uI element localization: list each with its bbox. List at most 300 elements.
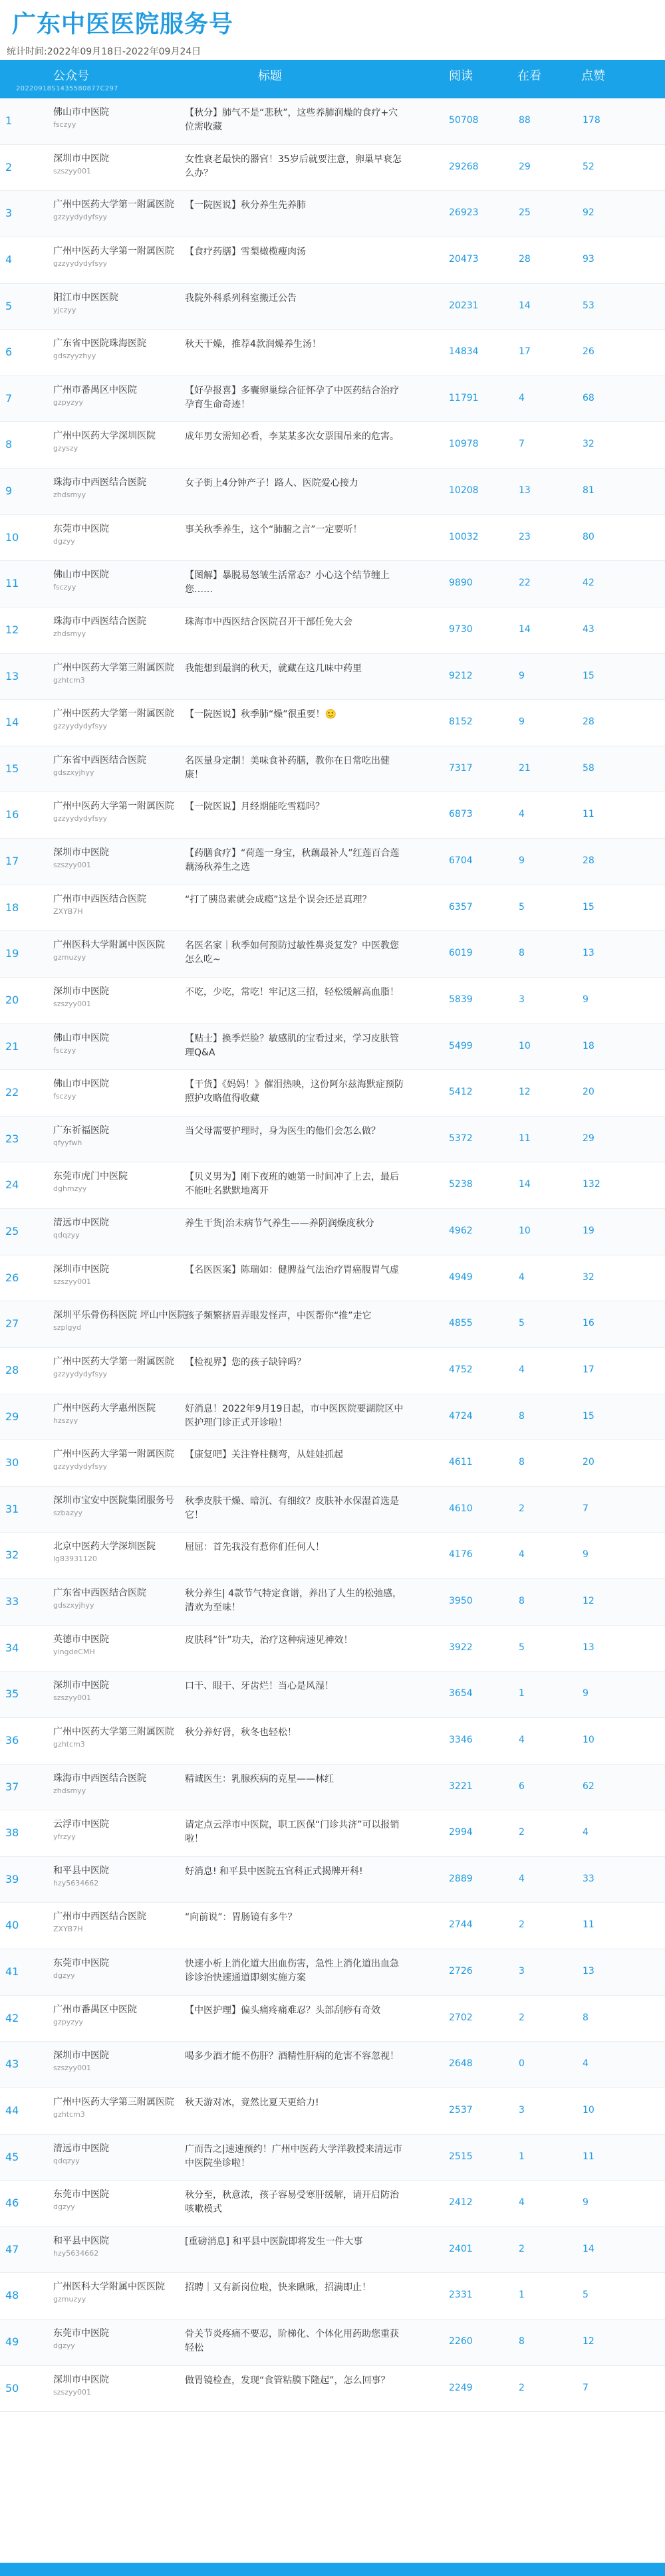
row-account[interactable] bbox=[53, 1125, 193, 1147]
account-id: lg83931120 bbox=[53, 1555, 98, 1564]
like-count: 16 bbox=[583, 1318, 595, 1329]
row-account[interactable] bbox=[53, 523, 193, 546]
like-count: 4 bbox=[583, 1827, 589, 1838]
like-count: 68 bbox=[583, 392, 595, 403]
article-title-link[interactable]: 快速小析上消化道大出血伤害，急性上消化道出血急诊诊治快速通道即刻实施方案 bbox=[185, 1959, 399, 1983]
account-name: 和平县中医院 bbox=[53, 1865, 109, 1876]
article-title-link[interactable]: 【名医医案】陈瑞如：健脾益气法治疗胃癌腹胃气虚 bbox=[185, 1264, 399, 1275]
article-title-link[interactable]: 我能想到最润的秋天，就藏在这几味中药里 bbox=[185, 663, 362, 674]
article-title-link[interactable]: “打了胰岛素就会成瘾”这是个误会还是真理？ bbox=[185, 894, 372, 905]
row-account[interactable] bbox=[53, 754, 193, 777]
zaikan-count: 6 bbox=[519, 1780, 525, 1792]
account-name: 广州中医药大学第一附属医院 bbox=[53, 199, 174, 211]
article-title-link[interactable]: 好消息! 和平县中医院五官科正式揭牌开科! bbox=[185, 1866, 363, 1877]
read-count: 2726 bbox=[449, 1966, 473, 1977]
zaikan-count: 2 bbox=[519, 1919, 525, 1931]
row-rank: 15 bbox=[5, 762, 19, 775]
article-title-link[interactable]: 我院外科系列科室搬迁公告 bbox=[185, 292, 297, 304]
article-title-link[interactable]: “向前说”：胃肠镜有多牛？ bbox=[185, 1912, 297, 1923]
table-row[interactable] bbox=[0, 792, 665, 839]
account-name: 深圳市中医院 bbox=[53, 153, 109, 164]
account-name: 广州市中西医结合医院 bbox=[53, 1911, 146, 1923]
like-count: 52 bbox=[583, 161, 595, 172]
row-rank: 43 bbox=[5, 2058, 19, 2071]
article-title-link[interactable]: 【干货】《妈妈！》催泪热映，这份阿尔兹海默症预防照护攻略值得收藏 bbox=[185, 1079, 404, 1105]
col-title[interactable]: 标题 bbox=[258, 69, 282, 83]
read-count: 50708 bbox=[449, 115, 479, 126]
table-row[interactable] bbox=[0, 1255, 665, 1302]
article-title-link[interactable]: 秋天游对冰，竟然比夏天更给力! bbox=[185, 2097, 319, 2108]
account-name: 深圳市中医院 bbox=[53, 2374, 109, 2385]
row-account[interactable] bbox=[53, 2327, 193, 2350]
table-row[interactable] bbox=[0, 1533, 665, 1579]
article-title-link[interactable]: 请定点云浮市中医院，职工医保“门诊共济”可以报销啦！ bbox=[185, 1820, 400, 1845]
article-title-link[interactable]: 名医量身定制！美味食补药膳，教你在日常吃出健康！ bbox=[185, 755, 390, 780]
zaikan-count: 8 bbox=[519, 1410, 525, 1422]
read-count: 2515 bbox=[449, 2151, 473, 2162]
row-account[interactable] bbox=[53, 338, 193, 360]
table-row[interactable] bbox=[0, 284, 665, 330]
zaikan-count: 8 bbox=[519, 1457, 525, 1468]
row-account[interactable] bbox=[53, 2096, 193, 2119]
col-read[interactable]: 阅读 bbox=[449, 69, 473, 83]
account-id: ZXYB7H bbox=[53, 1925, 83, 1934]
row-account[interactable] bbox=[53, 292, 193, 314]
read-count: 5839 bbox=[449, 994, 473, 1005]
row-account[interactable] bbox=[53, 106, 193, 129]
account-name: 广东省中西医结合医院 bbox=[53, 1588, 146, 1598]
row-account[interactable] bbox=[53, 384, 193, 407]
row-account[interactable] bbox=[53, 2143, 193, 2165]
row-account[interactable] bbox=[53, 1356, 193, 1378]
row-account[interactable] bbox=[53, 477, 193, 499]
table-row[interactable] bbox=[0, 1857, 665, 1903]
table-row[interactable] bbox=[0, 237, 665, 284]
article-title-link[interactable]: 【一院医说】秋季肺“燥”很重要！🙂 bbox=[185, 709, 336, 720]
account-id: yjczyy bbox=[53, 305, 76, 314]
row-account[interactable] bbox=[53, 1957, 193, 1980]
row-account[interactable] bbox=[53, 939, 193, 962]
table-row[interactable] bbox=[0, 1718, 665, 1765]
account-id: dgzyy bbox=[53, 2341, 75, 2350]
account-name: 广州中医药大学第一附属医院 bbox=[53, 245, 174, 257]
row-account[interactable] bbox=[53, 430, 193, 453]
table-row[interactable] bbox=[0, 98, 665, 145]
account-name: 东莞市中医院 bbox=[53, 523, 109, 534]
table-row[interactable] bbox=[0, 1765, 665, 1811]
table-row[interactable] bbox=[0, 1949, 665, 1996]
account-name: 珠海市中西医结合医院 bbox=[53, 477, 146, 488]
article-title-link[interactable]: 秋天干燥，推荐4款润燥养生汤！ bbox=[185, 339, 321, 350]
account-id: gzzyydydyfsyy bbox=[53, 1462, 108, 1471]
col-like[interactable]: 点赞 bbox=[581, 69, 605, 83]
row-rank: 37 bbox=[5, 1780, 19, 1793]
read-count: 29268 bbox=[449, 161, 479, 172]
account-name: 广东省中西医结合医院 bbox=[53, 754, 146, 766]
read-count: 3950 bbox=[449, 1596, 473, 1606]
row-rank: 11 bbox=[5, 577, 19, 590]
like-count: 4 bbox=[583, 2058, 589, 2070]
read-count: 5238 bbox=[449, 1179, 473, 1190]
row-account[interactable] bbox=[53, 847, 193, 869]
row-account[interactable] bbox=[53, 986, 193, 1008]
article-title-link[interactable]: 【药膳食疗】“荷莲一身宝，秋藕最补人”红莲百合莲藕汤秋养生之选 bbox=[185, 848, 400, 873]
row-account[interactable] bbox=[53, 2235, 193, 2258]
row-account[interactable] bbox=[53, 199, 193, 221]
table-row[interactable] bbox=[0, 2181, 665, 2227]
account-id: gzyszy bbox=[53, 444, 78, 453]
row-account[interactable] bbox=[53, 1448, 193, 1471]
table-row[interactable] bbox=[0, 978, 665, 1024]
zaikan-count: 21 bbox=[519, 762, 531, 774]
read-count: 10978 bbox=[449, 439, 479, 450]
account-name: 深圳市中医院 bbox=[53, 1263, 109, 1275]
article-title-link[interactable]: 广而告之|速速预约！广州中医药大学洋教授来清远市中医院坐诊啦！ bbox=[185, 2143, 402, 2169]
table-row[interactable] bbox=[0, 1301, 665, 1348]
table-row[interactable] bbox=[0, 1394, 665, 1441]
table-row[interactable] bbox=[0, 1626, 665, 1672]
table-row[interactable] bbox=[0, 1810, 665, 1857]
table-row[interactable] bbox=[0, 700, 665, 746]
article-title-link[interactable]: 秋分养好肾，秋冬也轻松！ bbox=[185, 1727, 297, 1738]
article-title-link[interactable]: 名医名家｜秋季如何预防过敏性鼻炎复发？中医教您怎么吃~ bbox=[185, 940, 399, 966]
table-row[interactable] bbox=[0, 376, 665, 423]
table-row[interactable] bbox=[0, 1209, 665, 1255]
like-count: 58 bbox=[583, 762, 595, 774]
read-count: 3346 bbox=[449, 1734, 473, 1745]
read-count: 4855 bbox=[449, 1318, 473, 1329]
row-account[interactable] bbox=[53, 1032, 193, 1055]
account-id: gdszxyjhyy bbox=[53, 1601, 94, 1610]
row-account[interactable] bbox=[53, 245, 193, 268]
account-name: 北京中医药大学深圳医院 bbox=[53, 1541, 156, 1553]
like-count: 5 bbox=[583, 2290, 589, 2301]
table-row[interactable] bbox=[0, 1117, 665, 1163]
row-account[interactable] bbox=[53, 2281, 193, 2304]
zaikan-count: 5 bbox=[519, 901, 525, 912]
row-account[interactable] bbox=[53, 893, 193, 916]
row-rank: 12 bbox=[5, 623, 19, 636]
like-count: 32 bbox=[583, 439, 595, 450]
table-row[interactable] bbox=[0, 561, 665, 607]
read-count: 9212 bbox=[449, 670, 473, 681]
col-zaikan[interactable]: 在看 bbox=[517, 69, 541, 83]
article-title-link[interactable]: 女子街上4分钟产子！路人、医院爱心接力 bbox=[185, 478, 358, 488]
zaikan-count: 1 bbox=[519, 1688, 525, 1699]
account-name: 广州市番禺区中医院 bbox=[53, 2004, 137, 2015]
like-count: 15 bbox=[583, 901, 595, 912]
like-count: 13 bbox=[583, 1966, 595, 1977]
table-row[interactable] bbox=[0, 191, 665, 237]
col-account[interactable]: 公众号 bbox=[53, 69, 89, 83]
account-id: ZXYB7H bbox=[53, 907, 83, 916]
row-account[interactable] bbox=[53, 1865, 193, 1887]
account-name: 深圳市中医院 bbox=[53, 2050, 109, 2062]
row-account[interactable] bbox=[53, 2050, 193, 2072]
row-rank: 28 bbox=[5, 1363, 19, 1376]
row-rank: 8 bbox=[5, 438, 13, 451]
article-title-link[interactable]: 皮肤科“针”功夫，治疗这种病速见神效！ bbox=[185, 1634, 353, 1646]
account-name: 广州中医药大学第一附属医院 bbox=[53, 708, 174, 720]
article-title-link[interactable]: 【检视界】您的孩子缺锌吗？ bbox=[185, 1356, 306, 1368]
article-title-link[interactable]: 孩子频繁挤眉弄眼发怪声，中医帮你“推”走它 bbox=[185, 1311, 372, 1322]
account-id: gdszxyjhyy bbox=[53, 768, 94, 777]
row-account[interactable] bbox=[53, 1911, 193, 1933]
account-id: yfrzyy bbox=[53, 1832, 76, 1842]
zaikan-count: 8 bbox=[519, 1596, 525, 1606]
row-account[interactable] bbox=[53, 615, 193, 638]
article-title-link[interactable]: 成年男女需知必看，李某某多次女票围吊来的危害。 bbox=[185, 431, 399, 443]
row-rank: 25 bbox=[5, 1225, 19, 1237]
article-title-link[interactable]: 口干、眼干、牙齿烂！当心是风湿！ bbox=[185, 1681, 334, 1692]
like-count: 10 bbox=[583, 1734, 595, 1745]
like-count: 92 bbox=[583, 207, 595, 219]
table-row[interactable] bbox=[0, 2042, 665, 2088]
table-row[interactable] bbox=[0, 1348, 665, 1394]
row-account[interactable] bbox=[53, 1170, 193, 1193]
read-count: 2401 bbox=[449, 2243, 473, 2254]
article-title-link[interactable]: 【一院医说】月经期能吃雪糕吗？ bbox=[185, 802, 325, 813]
row-account[interactable] bbox=[53, 1495, 193, 1517]
row-account[interactable] bbox=[53, 1217, 193, 1239]
article-title-link[interactable]: [重磅消息] 和平县中医院即将发生一件大事 bbox=[185, 2236, 363, 2247]
stat-period: 统计时间:2022年09月18日-2022年09月24日 bbox=[7, 47, 201, 57]
article-title-link[interactable]: 【图解】暴脱易怒皱生活常态？小心这个结节缠上您…… bbox=[185, 570, 390, 595]
account-name: 广州中医药大学第一附属医院 bbox=[53, 801, 174, 812]
read-count: 5499 bbox=[449, 1040, 473, 1051]
account-id: qfyyfwh bbox=[53, 1138, 82, 1147]
account-id: gzzyydydyfsyy bbox=[53, 1369, 108, 1378]
table-row[interactable] bbox=[0, 145, 665, 191]
row-account[interactable] bbox=[53, 1726, 193, 1749]
article-title-link[interactable]: 秋季皮肤干燥、暗沉、有细纹？皮肤补水保湿首选是它！ bbox=[185, 1495, 399, 1521]
read-count: 14834 bbox=[449, 346, 479, 358]
table-row[interactable] bbox=[0, 654, 665, 700]
table-row[interactable] bbox=[0, 1579, 665, 1626]
table-row[interactable] bbox=[0, 1487, 665, 1533]
account-name: 广州中医药大学第三附属医院 bbox=[53, 1726, 174, 1737]
read-count: 2648 bbox=[449, 2058, 473, 2070]
article-title-link[interactable]: 不吃，少吃，常吃！牢记这三招，轻松缓解高血脂！ bbox=[185, 986, 399, 998]
table-row[interactable] bbox=[0, 1024, 665, 1071]
article-title-link[interactable]: 【贴士】换季烂脸？敏感肌的宝看过来，学习皮肤管理Q&A bbox=[185, 1033, 399, 1058]
read-count: 5412 bbox=[449, 1087, 473, 1098]
article-title-link[interactable]: 【秋分】肺气不是“悲秋”，这些养肺润燥的食疗+穴位需收藏 bbox=[185, 108, 398, 132]
table-row[interactable] bbox=[0, 330, 665, 376]
zaikan-count: 13 bbox=[519, 485, 531, 496]
table-row[interactable] bbox=[0, 1671, 665, 1718]
account-id: qdqzyy bbox=[53, 2156, 80, 2165]
row-rank: 47 bbox=[5, 2242, 19, 2256]
like-count: 28 bbox=[583, 855, 595, 866]
article-title-link[interactable]: 秋分至，秋意浓，孩子容易受寒肝缓解，请开启防治咳嗽模式 bbox=[185, 2190, 399, 2215]
article-title-link[interactable]: 好消息！2022年9月19日起，市中医医院要湖院区中医护理门诊正式开诊啦！ bbox=[185, 1403, 404, 1428]
like-count: 17 bbox=[583, 1364, 595, 1375]
article-title-link[interactable]: 【食疗药膳】雪梨橄榄瘦肉汤 bbox=[185, 246, 306, 257]
row-rank: 22 bbox=[5, 1086, 19, 1099]
account-name: 东莞市中医院 bbox=[53, 2189, 109, 2200]
row-rank: 49 bbox=[5, 2335, 19, 2348]
article-title-link[interactable]: 【中医护理】偏头痛疼痛难忍？头部刮痧有奇效 bbox=[185, 2004, 380, 2016]
zaikan-count: 1 bbox=[519, 2290, 525, 2301]
account-id: hzszyy bbox=[53, 1416, 78, 1425]
like-count: 8 bbox=[583, 2012, 589, 2023]
row-rank: 13 bbox=[5, 669, 19, 683]
table-row[interactable] bbox=[0, 931, 665, 978]
zaikan-count: 5 bbox=[519, 1642, 525, 1653]
like-count: 33 bbox=[583, 1873, 595, 1884]
row-account[interactable] bbox=[53, 1078, 193, 1101]
account-name: 广州市中西医结合医院 bbox=[53, 893, 146, 905]
read-count: 4724 bbox=[449, 1410, 473, 1422]
table-row[interactable] bbox=[0, 1162, 665, 1209]
read-count: 2412 bbox=[449, 2197, 473, 2208]
row-account[interactable] bbox=[53, 1587, 193, 1610]
row-rank: 18 bbox=[5, 901, 19, 914]
read-count: 6019 bbox=[449, 948, 473, 959]
row-rank: 33 bbox=[5, 1595, 19, 1608]
account-id: fsczyy bbox=[53, 1045, 76, 1055]
account-id: qdqzyy bbox=[53, 1231, 80, 1239]
row-rank: 4 bbox=[5, 253, 13, 266]
read-count: 20231 bbox=[449, 300, 479, 311]
article-title-link[interactable]: 事关秋季养生，这个“肺腑之言”一定要听！ bbox=[185, 524, 362, 535]
article-title-link[interactable]: 【一院医说】秋分养生先养肺 bbox=[185, 200, 306, 211]
like-count: 28 bbox=[583, 716, 595, 728]
row-account[interactable] bbox=[53, 2004, 193, 2026]
row-rank: 39 bbox=[5, 1872, 19, 1885]
account-name: 东莞市虎门中医院 bbox=[53, 1171, 128, 1182]
article-title-link[interactable]: 招聘｜又有新岗位啦，快来瞅瞅，招满即止！ bbox=[185, 2282, 371, 2294]
row-rank: 5 bbox=[5, 299, 13, 312]
article-title-link[interactable]: 【康复吧】关注脊柱侧弯，从娃娃抓起 bbox=[185, 1449, 343, 1461]
row-account[interactable] bbox=[53, 1541, 193, 1563]
article-title-link[interactable]: 喝多少酒才能不伤肝？酒精性肝病的危害不容忽视！ bbox=[185, 2051, 399, 2062]
account-name: 广东祈福医院 bbox=[53, 1125, 109, 1136]
table-row[interactable] bbox=[0, 422, 665, 469]
read-count: 9730 bbox=[449, 623, 473, 635]
read-count: 6357 bbox=[449, 901, 473, 912]
read-count: 4962 bbox=[449, 1226, 473, 1236]
table-row[interactable] bbox=[0, 2319, 665, 2366]
row-rank: 1 bbox=[5, 114, 13, 127]
article-title-link[interactable]: 做胃镜检查，发现“食管粘膜下隆起”，怎么回事？ bbox=[185, 2375, 390, 2386]
like-count: 12 bbox=[583, 1596, 595, 1606]
read-count: 2331 bbox=[449, 2290, 473, 2301]
table-row[interactable] bbox=[0, 469, 665, 515]
row-account[interactable] bbox=[53, 2189, 193, 2211]
table-row[interactable] bbox=[0, 2227, 665, 2274]
like-count: 43 bbox=[583, 623, 595, 635]
account-id: szszyy001 bbox=[53, 999, 92, 1008]
zaikan-count: 4 bbox=[519, 2197, 525, 2208]
account-id: gzmuzyy bbox=[53, 953, 86, 962]
article-title-link[interactable]: 养生干货|治未病节气养生——养阴润燥度秋分 bbox=[185, 1218, 374, 1229]
account-name: 广州医科大学附属中医医院 bbox=[53, 2282, 165, 2293]
zaikan-count: 4 bbox=[519, 1364, 525, 1375]
row-rank: 3 bbox=[5, 207, 13, 220]
read-count: 4610 bbox=[449, 1503, 473, 1514]
row-account[interactable] bbox=[53, 1309, 193, 1332]
row-account[interactable] bbox=[53, 153, 193, 175]
table-row[interactable] bbox=[0, 2135, 665, 2181]
table-row[interactable] bbox=[0, 1440, 665, 1487]
row-account[interactable] bbox=[53, 1679, 193, 1702]
like-count: 13 bbox=[583, 1642, 595, 1653]
article-title-link[interactable]: 女性衰老最快的器官！35岁后就要注意，卵巢早衰怎么办？ bbox=[185, 154, 402, 179]
account-name: 深圳平乐骨伤科医院 坪山中医院 bbox=[53, 1310, 187, 1321]
like-count: 15 bbox=[583, 1410, 595, 1422]
row-account[interactable] bbox=[53, 1634, 193, 1656]
row-rank: 27 bbox=[5, 1317, 19, 1331]
read-count: 4949 bbox=[449, 1271, 473, 1283]
read-count: 10032 bbox=[449, 531, 479, 542]
row-rank: 34 bbox=[5, 1641, 19, 1654]
read-count: 6873 bbox=[449, 809, 473, 820]
table-row[interactable] bbox=[0, 1070, 665, 1117]
account-name: 珠海市中西医结合医院 bbox=[53, 615, 146, 627]
like-count: 42 bbox=[583, 578, 595, 589]
article-title-link[interactable]: 秋分养生| 4款节气特定食谱，养出了人生的松弛感，清欢为至味！ bbox=[185, 1588, 402, 1613]
table-row[interactable] bbox=[0, 1903, 665, 1949]
row-account[interactable] bbox=[53, 800, 193, 823]
like-count: 26 bbox=[583, 346, 595, 358]
table-row[interactable] bbox=[0, 839, 665, 885]
row-account[interactable] bbox=[53, 569, 193, 591]
account-id: fsczyy bbox=[53, 120, 76, 129]
row-account[interactable] bbox=[53, 2374, 193, 2397]
row-rank: 23 bbox=[5, 1132, 19, 1145]
article-title-link[interactable]: 屈屈：首先我没有惹你们任何人！ bbox=[185, 1542, 325, 1553]
table-row[interactable] bbox=[0, 2366, 665, 2413]
row-account[interactable] bbox=[53, 708, 193, 730]
table-row[interactable] bbox=[0, 885, 665, 932]
account-id: gdszyyzhyy bbox=[53, 352, 96, 361]
zaikan-count: 12 bbox=[519, 1087, 531, 1098]
row-account[interactable] bbox=[53, 1263, 193, 1286]
like-count: 53 bbox=[583, 300, 595, 311]
article-title-link[interactable]: 骨关节炎疼痛不要忍，阶梯化、个体化用药助您重获轻松 bbox=[185, 2329, 399, 2353]
row-account[interactable] bbox=[53, 662, 193, 685]
like-count: 19 bbox=[583, 1226, 595, 1236]
table-row[interactable] bbox=[0, 2088, 665, 2135]
article-title-link[interactable]: 精诚医生：乳腺疾病的克星——林红 bbox=[185, 1773, 334, 1784]
article-title-link[interactable]: 当父母需要护理时，身为医生的他们会怎么做？ bbox=[185, 1125, 380, 1136]
like-count: 11 bbox=[583, 809, 595, 820]
account-id: gzzyydydyfsyy bbox=[53, 814, 108, 823]
table-row[interactable] bbox=[0, 746, 665, 793]
read-count: 9890 bbox=[449, 578, 473, 589]
zaikan-count: 10 bbox=[519, 1040, 531, 1051]
table-row[interactable] bbox=[0, 515, 665, 562]
row-account[interactable] bbox=[53, 1402, 193, 1425]
table-row[interactable] bbox=[0, 607, 665, 654]
row-account[interactable] bbox=[53, 1772, 193, 1795]
account-id: szplgyd bbox=[53, 1323, 82, 1333]
table-row[interactable] bbox=[0, 1996, 665, 2042]
article-title-link[interactable]: 珠海市中西医结合医院召开干部任免大会 bbox=[185, 616, 352, 627]
article-title-link[interactable]: 【好孕报喜】多囊卵巢综合征怀孕了中医药结合治疗孕育生命奇迹！ bbox=[185, 385, 399, 410]
zaikan-count: 3 bbox=[519, 1966, 525, 1977]
account-id: gzzyydydyfsyy bbox=[53, 722, 108, 731]
row-account[interactable] bbox=[53, 1818, 193, 1841]
table-row[interactable] bbox=[0, 2273, 665, 2319]
article-title-link[interactable]: 【贝义男为】刚下夜班的她第一时间冲了上去，最后不能吐名默默地离开 bbox=[185, 1172, 399, 1197]
account-name: 东莞市中医院 bbox=[53, 2328, 109, 2339]
like-count: 132 bbox=[583, 1179, 600, 1190]
row-rank: 40 bbox=[5, 1919, 19, 1932]
like-count: 20 bbox=[583, 1087, 595, 1098]
